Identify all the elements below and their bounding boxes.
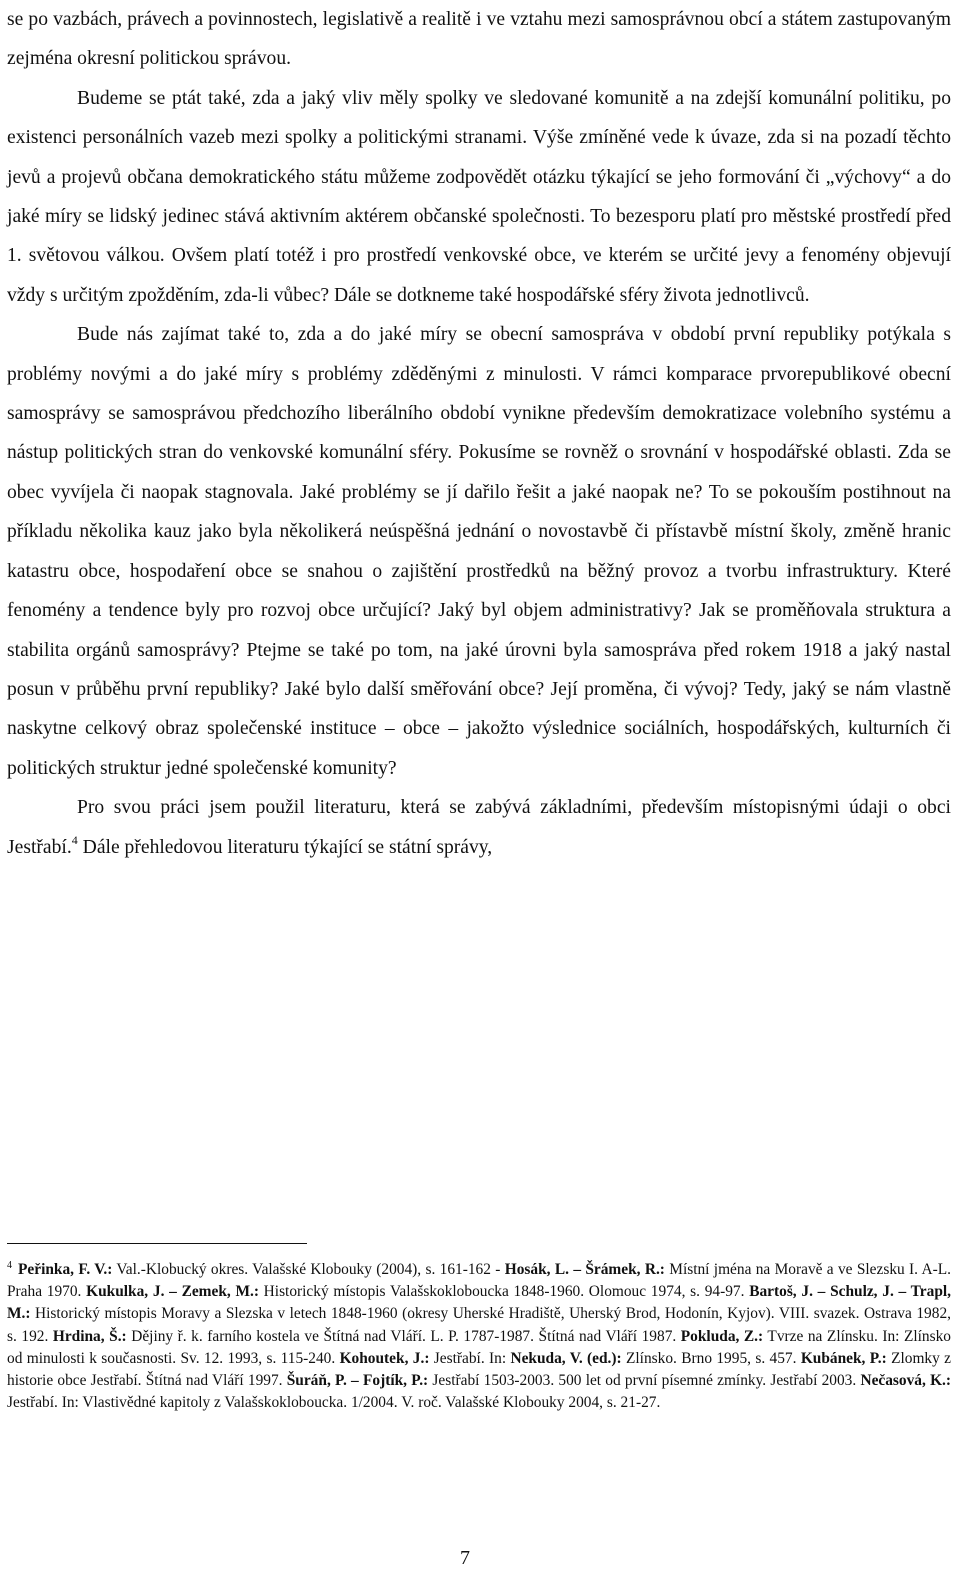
- footnote-citation-text: Dějiny ř. k. farního kostela ve Štítná nad Vláří. L. P. 1787-1987. Štítná nad Vláří 1987.: [126, 1327, 681, 1345]
- footnote-citation-text: Historický místopis Valašskokloboucka 1848-1960. Olomouc 1974, s. 94-97.: [258, 1283, 750, 1301]
- page-number: 7: [460, 1547, 470, 1569]
- footnote-author: Kubánek, P.:: [800, 1349, 887, 1367]
- document-page: [7, 0, 952, 1412]
- footnote-number: 4: [7, 1260, 12, 1271]
- footnote-reference[interactable]: 4: [71, 832, 78, 847]
- footnote-citation-text: Jestřabí. In:: [429, 1349, 511, 1367]
- paragraph-3: Bude nás zajímat také to, zda a do jaké míry se obecní samospráva v období první republiky potýkala s problémy novými a do jaké míry s problémy zděděnými z minulosti. V rámci komparace prvorepublikové obecní samosprávy se samosprávou předchozího liberálního období vynikne především demokratizace volebního systému a nástup politických stran do venkovské komunální sféry. Pokusíme se rovněž o srovnání v hospodářské oblasti. Zda se obec vyvíjela či naopak stagnovala. Jaké problémy se jí dařilo řešit a jaké naopak ne? To se pokouším postihnout na příkladu několika kauz jako byla několikerá neúspěšná jednání o novostavbě či přístavbě místní školy, změně hranic katastru obce, hospodaření obce se snahou o zajištění prostředků na běžný provoz a tvorbu infrastruktury. Které fenomény a tendence byly pro rozvoj obce určující? Jaký byl objem administrativy? Jak se proměňovala struktura a stabilita orgánů samosprávy? Ptejme se také po tom, na jaké úrovni byla samospráva před rokem 1918 a jaký nastal posun v průběhu první republiky? Jaké bylo další směřování obce? Její proměna, či vývoj? Tedy, jaký se nám vlastně naskytne celkový obraz společenské instituce – obce – jakožto výslednice sociálních, hospodářských, kulturních či politických struktur jedné společenské komunity?: [7, 324, 951, 779]
- footnote-author: Bartoš, J. – Schulz, J. – Trapl, M.:: [7, 1283, 951, 1323]
- footnote-citation-text: Zlomky z historie obce Jestřabí. Štítná nad Vláří 1997.: [7, 1349, 951, 1390]
- footnote-citation-text: Místní jména na Moravě a ve Slezsku I. A-L. Praha 1970.: [7, 1261, 952, 1301]
- footnote-author: Kohoutek, J.:: [339, 1349, 430, 1367]
- paragraph-4: [7, 788, 951, 867]
- footnote-author: Pokluda, Z.:: [680, 1327, 764, 1345]
- footnote-author: Hrdina, Š.:: [52, 1327, 127, 1345]
- footnote-author: Kukulka, J. – Zemek, M.:: [86, 1283, 259, 1301]
- footnote-author: Peřinka, F. V.:: [18, 1261, 113, 1278]
- footnote-citation-text: Jestřabí. In: Vlastivědné kapitoly z Valašskoklobouckа. 1/2004. V. roč. Valašské Klobouky 2004, s. 21-27.: [7, 1394, 661, 1412]
- footnote: [7, 1259, 951, 1414]
- footnote-author: Šuráň, P. – Fojtík, P.:: [286, 1372, 429, 1390]
- paragraph-4-text-b: Dále přehledovou literaturu týkající se státní správy,: [77, 836, 493, 858]
- paragraph-1: se po vazbách, právech a povinnostech, legislativě a realitě i ve vztahu mezi samosprávnou obcí a státem zastupovaným zejména okresní politickou správou.: [7, 9, 951, 70]
- footnote-separator: [7, 1243, 307, 1244]
- footnote-citation-text: Jestřabí 1503-2003. 500 let od první písemné zmínky. Jestřabí 2003.: [428, 1372, 861, 1390]
- footnote-citation-text: Historický místopis Moravy a Slezska v letech 1848-1960 (okresy Uherské Hradiště, Uherský Brod, Hodonín, Kyjov). VIII. svazek. Ostrava 1982, s. 192.: [7, 1305, 951, 1345]
- footnote-author: Hosák, L. – Šrámek, R.:: [504, 1261, 665, 1278]
- footnote-citation-text: Val.-Klobucký okres. Valašské Klobouky (2004), s. 161-162 -: [112, 1261, 505, 1278]
- footnote-citation-text: Tvrze na Zlínsku. In: Zlínsko od minulosti k současnosti. Sv. 12. 1993, s. 115-240.: [7, 1327, 951, 1367]
- body-text: [7, 0, 951, 867]
- footnote-body: [7, 1261, 951, 1411]
- paragraph-4-text-a: Pro svou práci jsem použil literaturu, která se zabývá základními, především místopisnými údaji o obci Jestřabí.: [7, 797, 951, 858]
- footnote-author: Nekuda, V. (ed.):: [510, 1349, 622, 1367]
- footnote-author: Nečasová, K.:: [860, 1372, 952, 1390]
- paragraph-2: Budeme se ptát také, zda a jaký vliv měly spolky ve sledované komunitě a na zdejší komunální politiku, po existenci personálních vazeb mezi spolky a politickými stranami. Výše zmíněné vede k úvaze, zda si na pozadí těchto jevů a projevů občana demokratického státu můžeme zodpovědět otázku týkající se jeho formování či „výchovy“ a do jaké míry se lidský jedinec stává aktivním aktérem občanské společnosti. To bezesporu platí pro městské prostředí před 1. světovou válkou. Ovšem platí totéž i pro prostředí venkovské obce, ve kterém se určité jevy a fenomény objevují vždy s určitým zpožděním, zda-li vůbec? Dále se dotkneme také hospodářské sféry života jednotlivců.: [7, 87, 951, 306]
- footnote-citation-text: Zlínsko. Brno 1995, s. 457.: [621, 1349, 801, 1367]
